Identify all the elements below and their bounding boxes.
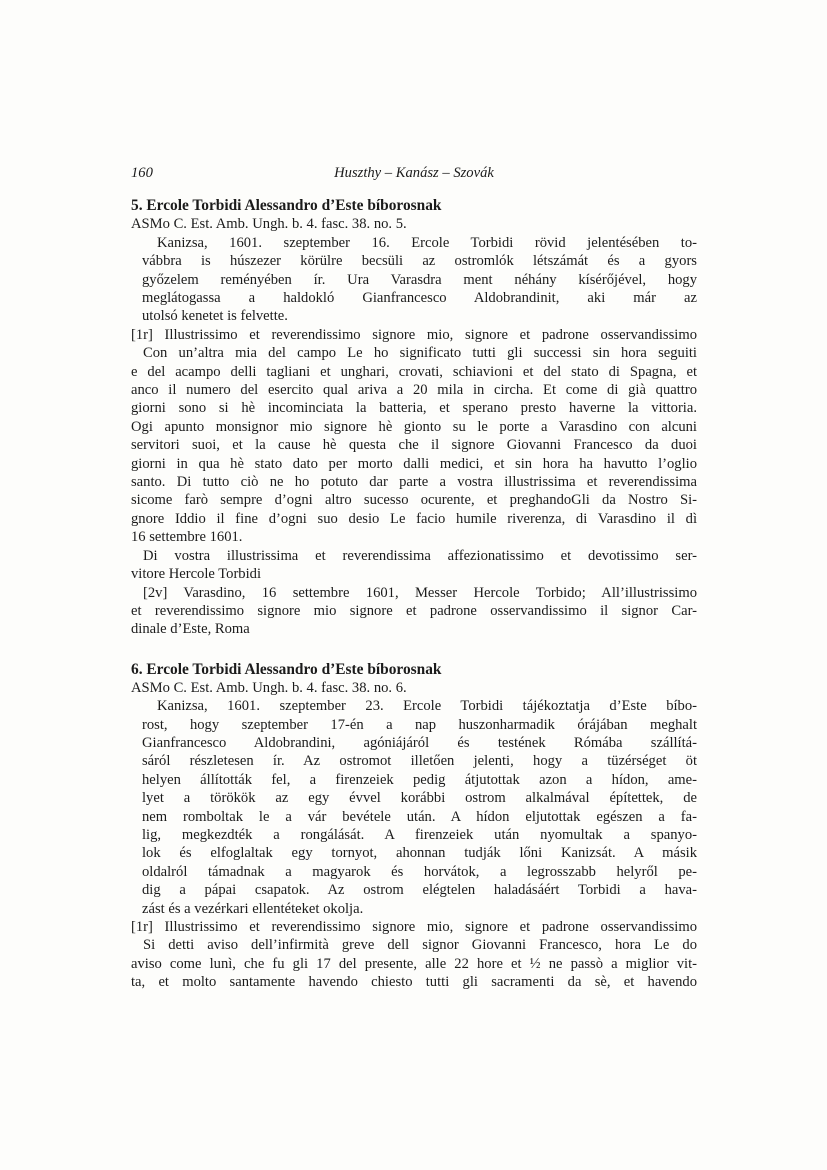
section-letter-6 — [131, 660, 697, 992]
text-line: sicome farò sempre d’ogni altro sucesso ocurente, et preghandoGli da Nostro Si- — [131, 492, 697, 509]
summary-paragraph — [142, 697, 697, 918]
valediction-paragraph — [131, 547, 697, 584]
text-line: gnore Iddio il fine d’ogni suo desio Le facio humile riverenza, di Varasdino il dì — [131, 510, 697, 527]
text-line: utolsó kenetet is felvette. — [142, 308, 288, 325]
text-line: dinale d’Este, Roma — [131, 621, 250, 638]
text-line: Gianfrancesco Aldobrandini, agóniájáról és testének Rómába szállítá- — [142, 734, 697, 751]
letter-paragraph — [131, 936, 697, 991]
text-line: lig, megkezdték a rongálását. A firenzeiek után nyomultak a spanyo- — [142, 826, 697, 843]
text-line: servitori suoi, et la cause hè questa che il signore Giovanni Francesco da duoi — [131, 437, 697, 454]
text-line: [1r] Illustrissimo et reverendissimo signore mio, signore et padrone osservandissimo — [131, 326, 697, 343]
text-line: nem romboltak le a vár bevétele után. A hídon eljutottak egészen a fa- — [142, 808, 697, 825]
text-line: e del acampo delli tagliani et unghari, crovati, schiavioni et del stato di Spagna, et — [131, 363, 697, 380]
text-line: lyet a törökök az egy évvel korábbi ostrom alkalmával építettek, de — [142, 790, 697, 807]
text-line: oldalról támadnak a magyarok és horvátok, a legrosszabb helyről pe- — [142, 863, 697, 880]
text-line: giorni in qua hè stato dato per morto dalli medici, et sin hora ha havutto l’oglio — [131, 455, 697, 472]
section-letter-5 — [131, 196, 697, 638]
text-line: Di vostra illustrissima et reverendissima affezionatissimo et devotissimo ser- — [143, 547, 697, 564]
text-line: vábbra is húszezer körülre becsüli az ostromlók létszámát és a gyors — [142, 253, 697, 270]
text-line: zást és a vezérkari ellentéteket okolja. — [142, 900, 364, 917]
text-line: santo. Di tutto ciò ne ho potuto dar parte a vostra illustrissima et reverendissima — [131, 474, 697, 491]
text-line: meglátogassa a haldokló Gianfrancesco Aldobrandinit, aki már az — [142, 290, 697, 307]
text-line: Ogi apunto monsignor mio signore hè gionto su le porte a Varasdino con alcuni — [131, 418, 697, 435]
page-number: 160 — [131, 165, 153, 181]
text-line: [1r] Illustrissimo et reverendissimo signore mio, signore et padrone osservandissimo — [131, 919, 697, 936]
text-line: győzelem reményében ír. Ura Varasdra ment néhány kísérőjével, hogy — [142, 271, 697, 288]
salutation-line — [131, 326, 697, 344]
section-heading: 5. Ercole Torbidi Alessandro d’Este bíborosnak — [131, 197, 442, 215]
text-line: helyen állították fel, a firenzeiek pedig átjutottak azon a hídon, ame- — [142, 771, 697, 788]
text-line: dig a pápai csapatok. Az ostrom elégtelen haladásáért Torbidi a hava- — [142, 882, 697, 899]
text-line: rost, hogy szeptember 17-én a nap huszonharmadik órájában meghalt — [142, 716, 697, 733]
archive-reference: ASMo C. Est. Amb. Ungh. b. 4. fasc. 38. no. 6. — [131, 679, 407, 696]
summary-paragraph — [142, 234, 697, 326]
text-line: anco il numero del esercito qual ariva a 20 mila in circha. Et come di già quattro — [131, 382, 697, 399]
text-line: 16 settembre 1601. — [131, 529, 243, 546]
running-header — [131, 164, 697, 182]
text-line: Si detti aviso dell’infirmità greve dell signor Giovanni Francesco, hora Le do — [143, 937, 697, 954]
text-line: giorni sono si hè incominciata la batteria, et sperano presto haverne la vittoria. — [131, 400, 697, 417]
text-line: ta, et molto santamente havendo chiesto tutti gli sacramenti da sè, et havendo — [131, 974, 697, 991]
archive-reference: ASMo C. Est. Amb. Ungh. b. 4. fasc. 38. no. 5. — [131, 216, 407, 233]
address-paragraph — [131, 584, 697, 639]
text-line: sáról részletesen ír. Az ostromot illetően jelenti, hogy a tüzérséget öt — [142, 753, 697, 770]
salutation-line — [131, 918, 697, 936]
text-line: aviso come lunì, che fu gli 17 del presente, alle 22 hore et ½ ne passò a miglior vit- — [131, 955, 697, 972]
text-line: et reverendissimo signore mio signore et padrone osservandissimo il signor Car- — [131, 602, 697, 619]
text-line: lok és elfoglaltak egy tornyot, ahonnan tudják lőni Kanizsát. A másik — [142, 845, 697, 862]
letter-paragraph — [131, 344, 697, 546]
text-line: [2v] Varasdino, 16 settembre 1601, Messer Hercole Torbido; All’illustrissimo — [143, 584, 697, 601]
running-title: Huszthy – Kanász – Szovák — [334, 165, 494, 181]
text-line: Kanizsa, 1601. szeptember 16. Ercole Torbidi rövid jelentésében to- — [157, 234, 697, 251]
section-heading: 6. Ercole Torbidi Alessandro d’Este bíborosnak — [131, 660, 442, 678]
text-line: vitore Hercole Torbidi — [131, 566, 262, 583]
text-line: Kanizsa, 1601. szeptember 23. Ercole Torbidi tájékoztatja d’Este bíbo- — [157, 698, 697, 715]
text-line: Con un’altra mia del campo Le ho significato tutti gli successi sin hora seguiti — [143, 345, 697, 362]
